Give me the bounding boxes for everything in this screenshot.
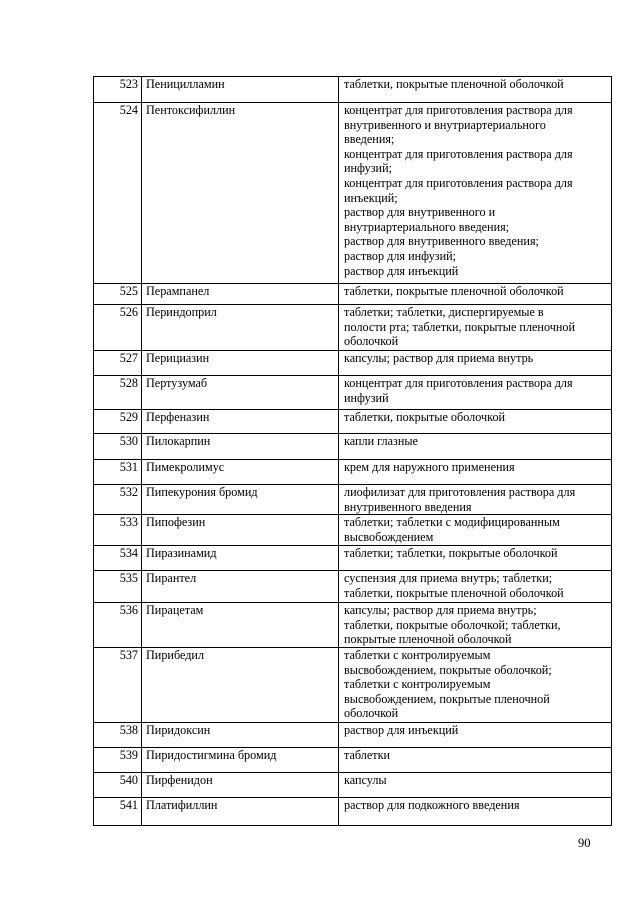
dosage-forms [339,460,612,485]
dosage-form-line: капсулы; раствор для приема внутрь [344,351,534,365]
drug-name: Пирантел [142,571,339,603]
row-number: 529 [94,410,142,434]
dosage-forms [339,410,612,434]
dosage-forms [339,284,612,305]
dosage-forms [339,485,612,515]
row-number: 524 [94,103,142,284]
table-row [94,351,612,376]
drug-name: Пеницилламин [142,77,339,103]
dosage-form-line: таблетки, покрытые пленочной оболочкой [344,284,564,298]
dosage-form-line: полости рта; таблетки, покрытые пленочной [344,319,575,334]
drug-name: Пертузумаб [142,376,339,410]
table-row [94,77,612,103]
row-number: 539 [94,747,142,772]
dosage-form-line: лиофилизат для приготовления раствора для [344,485,576,499]
dosage-form-line: оболочкой [344,334,399,349]
dosage-form-line: таблетки, покрытые оболочкой [344,410,506,424]
drug-name: Периндоприл [142,305,339,351]
row-number: 527 [94,351,142,376]
drug-name: Перициазин [142,351,339,376]
drug-name: Пиразинамид [142,546,339,571]
dosage-form-line: раствор для внутривенного введения; [344,234,539,249]
table-row [94,410,612,434]
dosage-form-line: инфузий; [344,161,392,176]
row-number: 535 [94,571,142,603]
drug-name: Пимекролимус [142,460,339,485]
dosage-form-line: раствор для инъекций [344,722,459,737]
dosage-form-line: капсулы; раствор для приема внутрь; [344,603,537,618]
table-row [94,376,612,410]
drug-name: Перампанел [142,284,339,305]
drug-name: Пиридоксин [142,722,339,747]
row-number: 537 [94,647,142,722]
dosage-form-line: таблетки; таблетки, покрытые оболочкой [344,546,558,561]
row-number: 528 [94,376,142,410]
dosage-forms [339,77,612,103]
dosage-form-line: высвобождением, покрытые пленочной [344,691,550,706]
dosage-form-line: внутривенного и внутриартериального [344,117,546,132]
dosage-form-line: внутривенного введения [344,499,472,514]
drug-name: Платифиллин [142,797,339,825]
dosage-form-line: внутриартериального введения; [344,219,510,234]
dosage-forms [339,103,612,284]
dosage-form-line: концентрат для приготовления раствора для [344,175,573,190]
drug-name: Пирацетам [142,603,339,648]
table-row [94,797,612,825]
row-number: 523 [94,77,142,103]
drug-name: Пирфенидон [142,772,339,797]
table-row [94,772,612,797]
drug-name: Пирибедил [142,647,339,722]
dosage-forms [339,747,612,772]
table-row [94,647,612,722]
table-row [94,284,612,305]
dosage-form-line: инъекций; [344,190,398,205]
drug-table-body [94,77,612,826]
dosage-form-line: раствор для внутривенного и [344,205,496,220]
drug-name: Пентоксифиллин [142,103,339,284]
row-number: 531 [94,460,142,485]
dosage-forms [339,546,612,571]
dosage-forms [339,376,612,410]
dosage-form-line: таблетки, покрытые оболочкой; таблетки, [344,617,561,632]
drug-name: Пипофезин [142,515,339,546]
drug-name: Пилокарпин [142,434,339,460]
table-row [94,515,612,546]
table-row [94,305,612,351]
table-row [94,485,612,515]
dosage-form-line: таблетки, покрытые пленочной оболочкой [344,585,564,600]
dosage-forms [339,434,612,460]
dosage-form-line: таблетки, покрытые пленочной оболочкой [344,77,564,91]
dosage-forms [339,351,612,376]
page-number: 90 [578,836,591,850]
table-row [94,434,612,460]
dosage-form-line: крем для наружного применения [344,460,515,474]
dosage-form-line: таблетки; таблетки с модифицированным [344,515,560,530]
dosage-forms [339,722,612,747]
row-number: 525 [94,284,142,305]
dosage-forms [339,797,612,825]
dosage-form-line: инфузий [344,390,389,405]
row-number: 526 [94,305,142,351]
row-number: 540 [94,772,142,797]
dosage-forms [339,603,612,648]
dosage-form-line: таблетки; таблетки, диспергируемые в [344,305,544,319]
table-row [94,460,612,485]
drug-name: Пипекурония бромид [142,485,339,515]
drug-name: Пиридостигмина бромид [142,747,339,772]
dosage-form-line: суспензия для приема внутрь; таблетки; [344,571,553,586]
dosage-form-line: высвобождением, покрытые оболочкой; [344,662,552,677]
drug-name: Перфеназин [142,410,339,434]
dosage-form-line: покрытые пленочной оболочкой [344,632,512,647]
row-number: 541 [94,797,142,825]
drug-table [93,76,612,826]
dosage-forms [339,305,612,351]
table-row [94,103,612,284]
row-number: 532 [94,485,142,515]
dosage-form-line: таблетки с контролируемым [344,647,491,662]
row-number: 533 [94,515,142,546]
row-number: 536 [94,603,142,648]
dosage-form-line: оболочкой [344,706,399,721]
dosage-form-line: таблетки с контролируемым [344,677,491,692]
dosage-forms [339,647,612,722]
row-number: 538 [94,722,142,747]
dosage-form-line: капсулы [344,772,387,787]
dosage-form-line: введения; [344,132,395,147]
table-row [94,722,612,747]
dosage-form-line: таблетки [344,747,391,762]
dosage-form-line: концентрат для приготовления раствора для [344,146,573,161]
dosage-form-line: капли глазные [344,434,418,448]
table-row [94,571,612,603]
dosage-forms [339,515,612,546]
dosage-form-line: раствор для подкожного введения [344,797,520,812]
table-row [94,747,612,772]
dosage-forms [339,772,612,797]
row-number: 530 [94,434,142,460]
dosage-form-line: концентрат для приготовления раствора для [344,376,573,390]
table-row [94,546,612,571]
dosage-form-line: раствор для инъекций [344,263,459,278]
dosage-form-line: высвобождением [344,529,434,544]
dosage-forms [339,571,612,603]
dosage-form-line: раствор для инфузий; [344,248,457,263]
table-row [94,603,612,648]
dosage-form-line: концентрат для приготовления раствора для [344,103,573,117]
row-number: 534 [94,546,142,571]
